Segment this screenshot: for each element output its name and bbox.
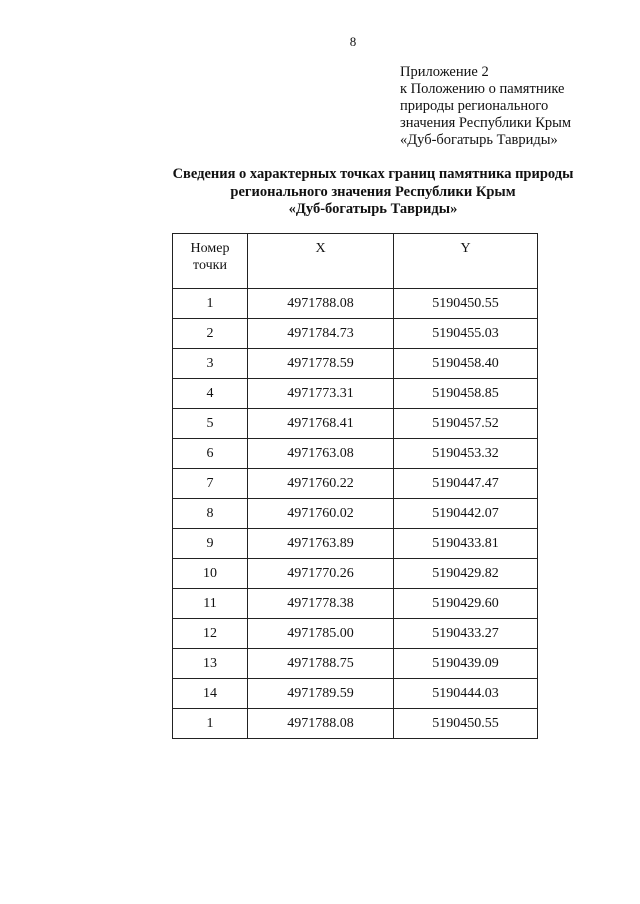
header-x: X: [248, 234, 394, 289]
appendix-reference: [400, 64, 620, 149]
x-coordinate-cell: 4971773.31: [248, 379, 394, 409]
x-coordinate-cell: 4971760.02: [248, 499, 394, 529]
table-row: [173, 319, 538, 349]
x-coordinate-cell: 4971760.22: [248, 469, 394, 499]
table-row: [173, 709, 538, 739]
appendix-line: к Положению о памятнике: [400, 81, 565, 97]
title-line: «Дуб-богатырь Тавриды»: [288, 201, 458, 217]
point-number-cell: 11: [173, 589, 248, 619]
y-coordinate-cell: 5190433.81: [394, 529, 538, 559]
x-coordinate-cell: 4971788.08: [248, 709, 394, 739]
y-coordinate-cell: 5190429.82: [394, 559, 538, 589]
point-number-cell: 10: [173, 559, 248, 589]
appendix-line: значения Республики Крым: [400, 115, 572, 131]
x-coordinate-cell: 4971789.59: [248, 679, 394, 709]
y-coordinate-cell: 5190455.03: [394, 319, 538, 349]
document-title: [0, 166, 640, 219]
point-number-cell: 12: [173, 619, 248, 649]
table-row: [173, 619, 538, 649]
point-number-cell: 14: [173, 679, 248, 709]
y-coordinate-cell: 5190429.60: [394, 589, 538, 619]
point-number-cell: 1: [173, 289, 248, 319]
x-coordinate-cell: 4971784.73: [248, 319, 394, 349]
table-row: [173, 469, 538, 499]
y-coordinate-cell: 5190439.09: [394, 649, 538, 679]
y-coordinate-cell: 5190450.55: [394, 709, 538, 739]
x-coordinate-cell: 4971763.08: [248, 439, 394, 469]
y-coordinate-cell: 5190457.52: [394, 409, 538, 439]
point-number-cell: 7: [173, 469, 248, 499]
table-row: [173, 409, 538, 439]
point-number-cell: 5: [173, 409, 248, 439]
x-coordinate-cell: 4971778.38: [248, 589, 394, 619]
point-number-cell: 1: [173, 709, 248, 739]
header-point-line1: Номер: [190, 241, 230, 256]
point-number-cell: 2: [173, 319, 248, 349]
table-row: [173, 649, 538, 679]
y-coordinate-cell: 5190453.32: [394, 439, 538, 469]
x-coordinate-cell: 4971788.08: [248, 289, 394, 319]
x-coordinate-cell: 4971768.41: [248, 409, 394, 439]
y-coordinate-cell: 5190450.55: [394, 289, 538, 319]
y-coordinate-cell: 5190458.40: [394, 349, 538, 379]
y-coordinate-cell: 5190447.47: [394, 469, 538, 499]
appendix-line: Приложение 2: [400, 64, 489, 80]
table-row: [173, 589, 538, 619]
point-number-cell: 4: [173, 379, 248, 409]
point-number-cell: 8: [173, 499, 248, 529]
x-coordinate-cell: 4971788.75: [248, 649, 394, 679]
table-row: [173, 289, 538, 319]
x-coordinate-cell: 4971770.26: [248, 559, 394, 589]
x-coordinate-cell: 4971763.89: [248, 529, 394, 559]
coordinates-table: [172, 233, 538, 739]
table-row: [173, 499, 538, 529]
table-row: [173, 379, 538, 409]
header-point-number: [173, 234, 248, 289]
title-line: Сведения о характерных точках границ памятника природы: [172, 166, 574, 182]
x-coordinate-cell: 4971778.59: [248, 349, 394, 379]
y-coordinate-cell: 5190433.27: [394, 619, 538, 649]
y-coordinate-cell: 5190444.03: [394, 679, 538, 709]
y-coordinate-cell: 5190442.07: [394, 499, 538, 529]
appendix-line: «Дуб-богатырь Тавриды»: [400, 132, 558, 148]
point-number-cell: 9: [173, 529, 248, 559]
header-y: Y: [394, 234, 538, 289]
point-number-cell: 3: [173, 349, 248, 379]
y-coordinate-cell: 5190458.85: [394, 379, 538, 409]
page-number: 8: [349, 34, 357, 49]
title-line: регионального значения Республики Крым: [230, 183, 516, 200]
table-header-row: [173, 234, 538, 289]
table-row: [173, 679, 538, 709]
table-row: [173, 439, 538, 469]
table-row: [173, 529, 538, 559]
header-point-line2: точки: [193, 258, 227, 273]
x-coordinate-cell: 4971785.00: [248, 619, 394, 649]
appendix-line: природы регионального: [400, 98, 549, 114]
point-number-cell: 13: [173, 649, 248, 679]
table-row: [173, 559, 538, 589]
point-number-cell: 6: [173, 439, 248, 469]
table-row: [173, 349, 538, 379]
